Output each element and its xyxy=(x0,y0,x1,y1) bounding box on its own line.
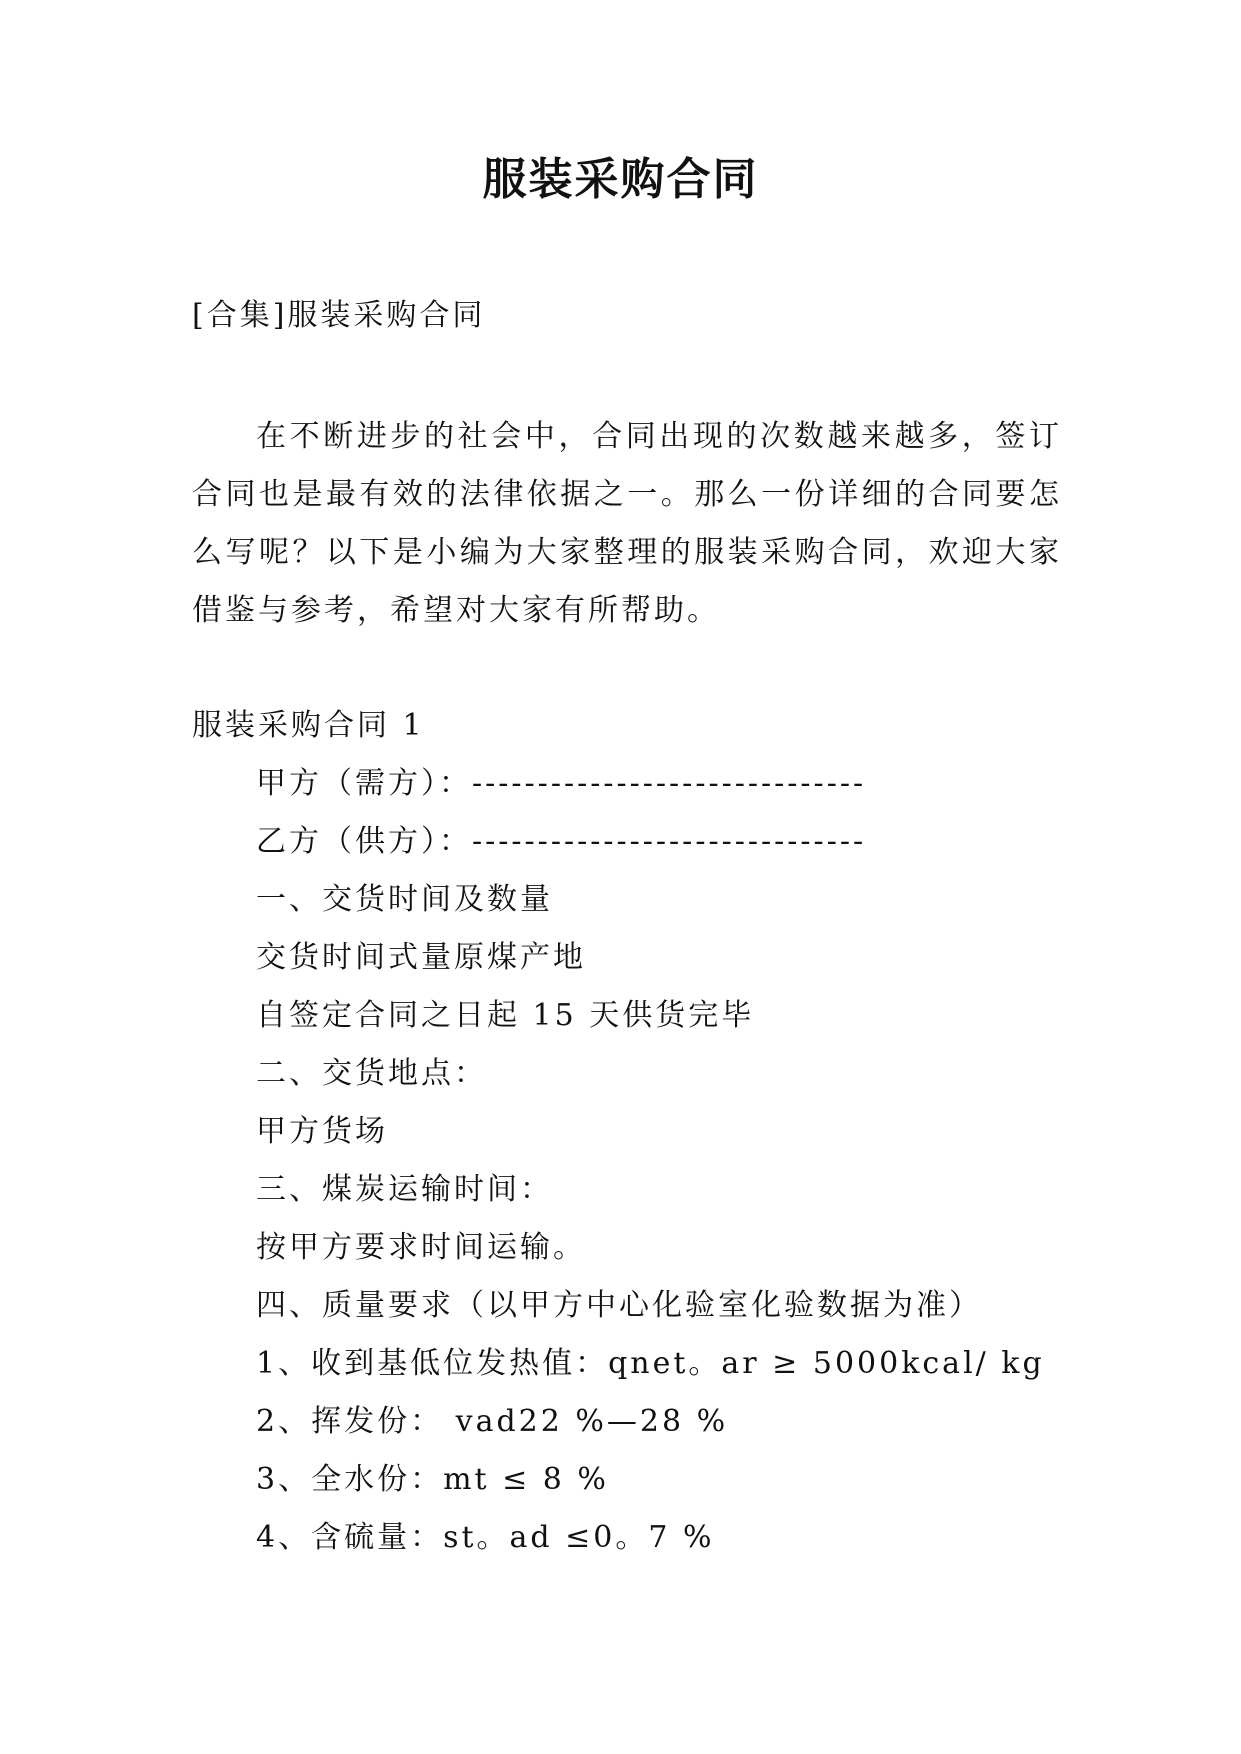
quality-item: 3、全水份：mt ≤ 8 % xyxy=(256,1462,609,1497)
clause-heading-transport: 三、煤炭运输时间： xyxy=(256,1172,553,1207)
clause-heading-delivery: 一、交货时间及数量 xyxy=(256,882,553,917)
document-subtitle: [合集]服装采购合同 xyxy=(192,298,486,333)
clause-heading-quality: 四、质量要求（以甲方中心化验室化验数据为准） xyxy=(256,1288,982,1323)
section-heading: 服装采购合同 1 xyxy=(192,708,425,743)
party-b-line: 乙方（供方）：------------------------------ xyxy=(256,824,867,859)
party-a-line: 甲方（需方）：------------------------------ xyxy=(256,766,867,801)
intro-paragraph: 在不断进步的社会中，合同出现的次数越来越多，签订合同也是最有效的法律依据之一。那么一份详细的合同要怎么写呢？以下是小编为大家整理的服装采购合同，欢迎大家借鉴与参考，希望对大家有所帮助。 xyxy=(192,419,1062,628)
clause-line: 按甲方要求时间运输。 xyxy=(256,1230,586,1265)
clause-line: 甲方货场 xyxy=(256,1114,388,1149)
quality-item: 1、收到基低位发热值：qnet。ar ≥ 5000kcal/ kg xyxy=(256,1346,1045,1381)
document-title: 服装采购合同 xyxy=(482,154,759,205)
quality-item: 2、挥发份： vad22 %—28 % xyxy=(256,1404,729,1439)
clause-line: 自签定合同之日起 15 天供货完毕 xyxy=(256,998,755,1033)
clause-line: 交货时间式量原煤产地 xyxy=(256,940,586,975)
quality-item: 4、含硫量：st。ad ≤0。7 % xyxy=(256,1520,715,1555)
clause-heading-location: 二、交货地点： xyxy=(256,1056,487,1091)
